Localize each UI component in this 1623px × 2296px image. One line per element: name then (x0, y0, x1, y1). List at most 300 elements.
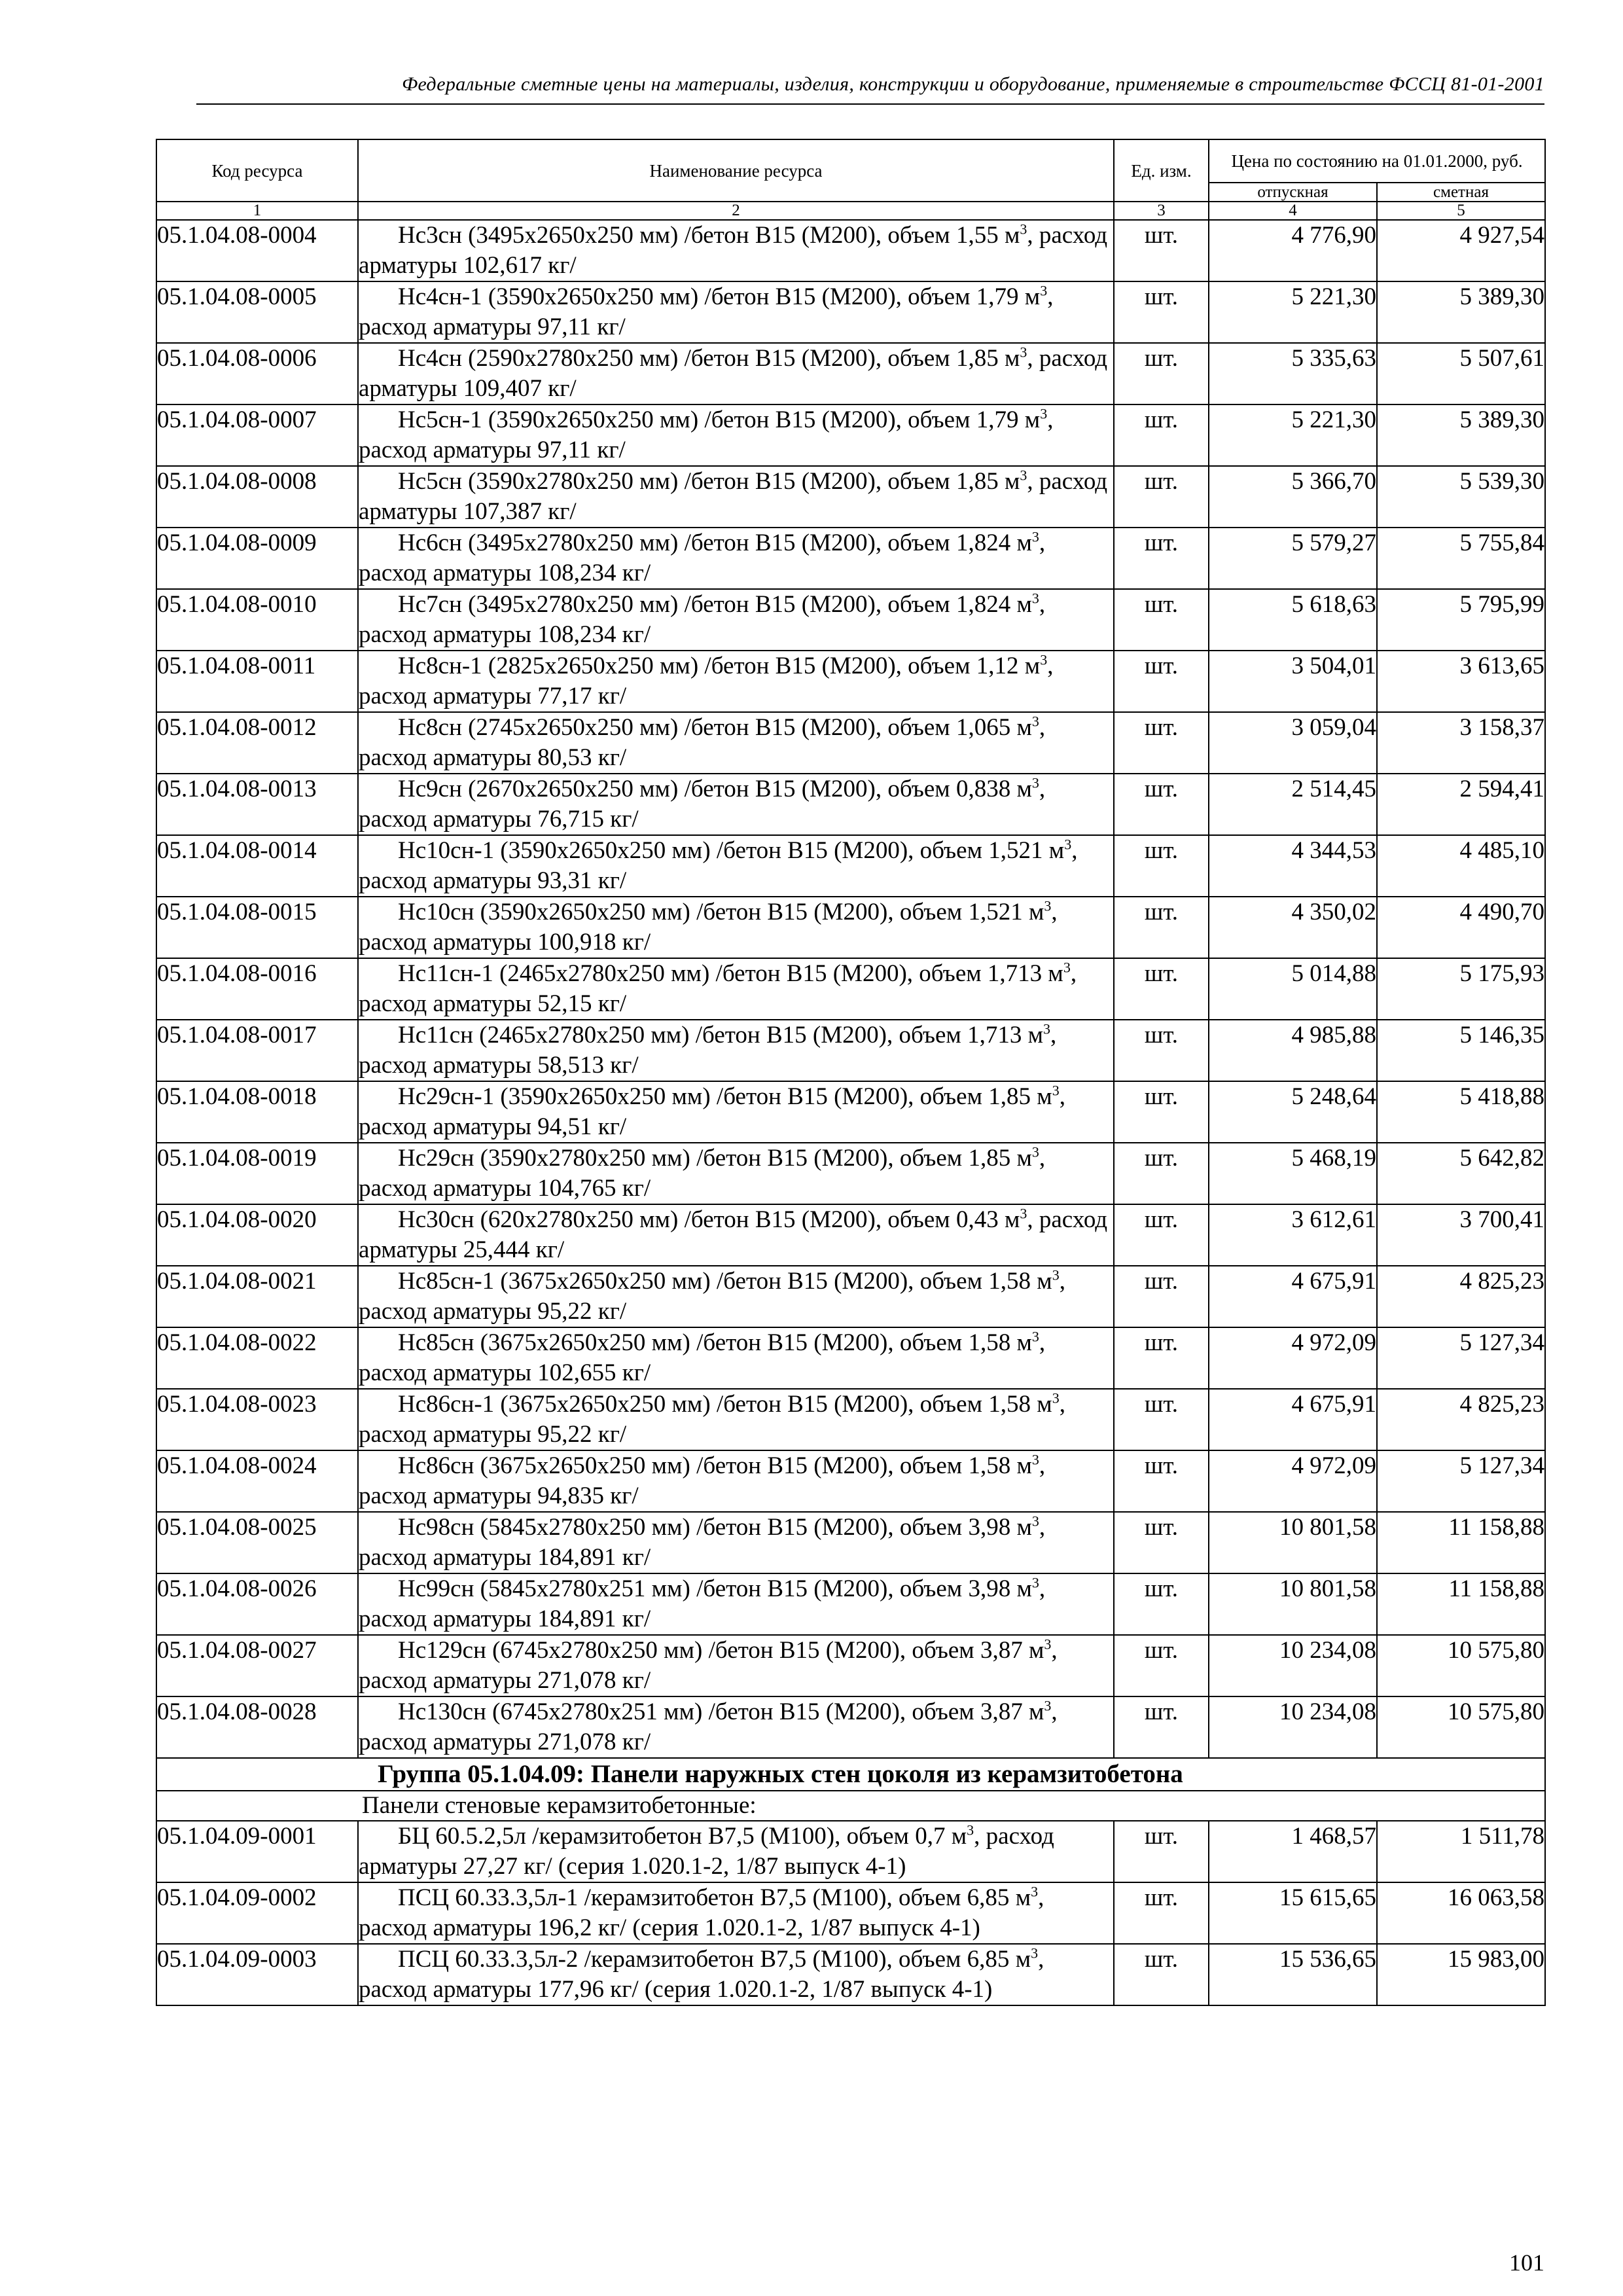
resource-name (358, 1821, 1114, 1882)
resource-name-tail: , расход арматуры 196,2 кг/ (серия 1.020.1-2, 1/87 выпуск 4-1) (359, 1884, 1044, 1941)
table-row (156, 220, 1545, 281)
resource-name (358, 897, 1114, 958)
table-row (156, 651, 1545, 712)
resource-code: 05.1.04.08-0020 (156, 1204, 358, 1266)
resource-name-tail: , расход арматуры 271,078 кг/ (359, 1698, 1058, 1755)
release-price: 4 675,91 (1209, 1266, 1377, 1327)
table-row (156, 1327, 1545, 1389)
unit-base: м (1016, 1452, 1032, 1479)
release-price: 3 504,01 (1209, 651, 1377, 712)
resource-name-tail: , расход арматуры 177,96 кг/ (серия 1.020.1-2, 1/87 выпуск 4-1) (359, 1946, 1044, 2003)
resource-name-text: Нс8сн-1 (2825х2650х250 мм) /бетон В15 (М200), объем 1,12 (398, 653, 1025, 679)
unit-base: м (1016, 1145, 1032, 1172)
unit-superscript: 3 (1052, 1266, 1060, 1283)
resource-name-tail: , расход арматуры 271,078 кг/ (359, 1637, 1058, 1694)
unit-of-measure: шт. (1114, 281, 1209, 343)
estimate-price: 4 825,23 (1377, 1266, 1545, 1327)
unit-superscript: 3 (1020, 221, 1027, 238)
column-number: 1 (156, 202, 358, 220)
resource-code: 05.1.04.08-0016 (156, 958, 358, 1020)
table-row (156, 1450, 1545, 1512)
estimate-price: 5 507,61 (1377, 343, 1545, 404)
unit-base: м (1016, 529, 1032, 556)
unit-base: м (1016, 1575, 1032, 1602)
unit-of-measure: шт. (1114, 1944, 1209, 2005)
unit-superscript: 3 (967, 1821, 974, 1839)
resource-code: 05.1.04.08-0004 (156, 220, 358, 281)
estimate-price: 5 146,35 (1377, 1020, 1545, 1081)
resource-name-text: Нс99сн (5845х2780х251 мм) /бетон В15 (М200), объем 3,98 (398, 1575, 1017, 1602)
resource-name-tail: , расход арматуры 95,22 кг/ (359, 1391, 1065, 1448)
resource-name (358, 958, 1114, 1020)
resource-name-tail: , расход арматуры 77,17 кг/ (359, 653, 1054, 709)
resource-name-text: Нс129сн (6745х2780х250 мм) /бетон В15 (М200), объем 3,87 (398, 1637, 1029, 1664)
release-price: 4 985,88 (1209, 1020, 1377, 1081)
resource-name-tail: , расход арматуры 58,513 кг/ (359, 1022, 1057, 1079)
column-number: 4 (1209, 202, 1377, 220)
table-row (156, 958, 1545, 1020)
resource-name-tail: , расход арматуры 100,918 кг/ (359, 899, 1058, 956)
estimate-price: 11 158,88 (1377, 1573, 1545, 1635)
unit-of-measure: шт. (1114, 1081, 1209, 1143)
column-header-unit: Ед. изм. (1114, 139, 1209, 202)
column-number: 2 (358, 202, 1114, 220)
release-price: 4 350,02 (1209, 897, 1377, 958)
estimate-price: 5 175,93 (1377, 958, 1545, 1020)
release-price: 4 972,09 (1209, 1450, 1377, 1512)
resource-code: 05.1.04.08-0007 (156, 404, 358, 466)
resource-name-text: Нс6сн (3495х2780х250 мм) /бетон В15 (М200), объем 1,824 (398, 529, 1017, 556)
unit-base: м (1037, 1391, 1052, 1418)
unit-superscript: 3 (1031, 528, 1039, 545)
unit-superscript: 3 (1043, 1020, 1050, 1037)
estimate-price: 3 613,65 (1377, 651, 1545, 712)
unit-superscript: 3 (1031, 1513, 1039, 1530)
estimate-price: 5 539,30 (1377, 466, 1545, 528)
table-row (156, 528, 1545, 589)
estimate-price: 4 927,54 (1377, 220, 1545, 281)
resource-name-text: Нс85сн-1 (3675х2650х250 мм) /бетон В15 (М200), объем 1,58 (398, 1268, 1037, 1295)
resource-name (358, 651, 1114, 712)
resource-name (358, 343, 1114, 404)
resource-name-tail: , расход арматуры 97,11 кг/ (359, 283, 1054, 340)
resource-name-text: Нс4сн-1 (3590х2650х250 мм) /бетон В15 (М200), объем 1,79 (398, 283, 1025, 310)
release-price: 15 536,65 (1209, 1944, 1377, 2005)
unit-of-measure: шт. (1114, 1512, 1209, 1573)
resource-name-tail: , расход арматуры 104,765 кг/ (359, 1145, 1046, 1202)
table-row (156, 1204, 1545, 1266)
resource-name-tail: , расход арматуры 94,51 кг/ (359, 1083, 1065, 1140)
unit-superscript: 3 (1031, 1883, 1039, 1900)
release-price: 15 615,65 (1209, 1882, 1377, 1944)
resource-code: 05.1.04.08-0017 (156, 1020, 358, 1081)
resource-code: 05.1.04.08-0025 (156, 1512, 358, 1573)
unit-of-measure: шт. (1114, 1020, 1209, 1081)
release-price: 10 234,08 (1209, 1696, 1377, 1758)
resource-name (358, 1450, 1114, 1512)
unit-base: м (1015, 1946, 1031, 1973)
resource-name (358, 1266, 1114, 1327)
resource-name-text: Нс130сн (6745х2780х251 мм) /бетон В15 (М200), объем 3,87 (398, 1698, 1029, 1725)
release-price: 1 468,57 (1209, 1821, 1377, 1882)
unit-base: м (1024, 283, 1041, 310)
release-price: 4 776,90 (1209, 220, 1377, 281)
unit-superscript: 3 (1031, 774, 1039, 791)
unit-of-measure: шт. (1114, 958, 1209, 1020)
table-row (156, 1944, 1545, 2005)
resource-name (358, 589, 1114, 651)
resource-name (358, 1635, 1114, 1696)
resource-code: 05.1.04.08-0014 (156, 835, 358, 897)
resource-name-tail: , расход арматуры 52,15 кг/ (359, 960, 1077, 1017)
resource-name-text: Нс29сн-1 (3590х2650х250 мм) /бетон В15 (М200), объем 1,85 (398, 1083, 1037, 1110)
unit-of-measure: шт. (1114, 1696, 1209, 1758)
resource-name-text: Нс11сн (2465х2780х250 мм) /бетон В15 (М200), объем 1,713 (398, 1022, 1028, 1049)
table-body-05-1-04-08 (156, 220, 1545, 1758)
estimate-price: 3 700,41 (1377, 1204, 1545, 1266)
release-price: 5 335,63 (1209, 343, 1377, 404)
resource-name (358, 1944, 1114, 2005)
estimate-price: 15 983,00 (1377, 1944, 1545, 2005)
unit-of-measure: шт. (1114, 1389, 1209, 1450)
resource-name-tail: , расход арматуры 108,234 кг/ (359, 591, 1046, 648)
unit-base: м (1048, 960, 1063, 987)
table-row (156, 589, 1545, 651)
page-number: 101 (1509, 2250, 1544, 2276)
resource-name (358, 1081, 1114, 1143)
estimate-price: 4 825,23 (1377, 1389, 1545, 1450)
resource-name-text: Нс5сн-1 (3590х2650х250 мм) /бетон В15 (М200), объем 1,79 (398, 406, 1025, 433)
resource-code: 05.1.04.08-0026 (156, 1573, 358, 1635)
unit-superscript: 3 (1031, 1945, 1039, 1962)
resource-code: 05.1.04.08-0027 (156, 1635, 358, 1696)
resource-code: 05.1.04.08-0022 (156, 1327, 358, 1389)
unit-of-measure: шт. (1114, 1327, 1209, 1389)
resource-name-tail: , расход арматуры 102,617 кг/ (359, 222, 1108, 279)
release-price: 3 059,04 (1209, 712, 1377, 774)
table-row (156, 1081, 1545, 1143)
unit-base: м (1016, 1329, 1032, 1356)
resource-name-tail: , расход арматуры 27,27 кг/ (серия 1.020.1-2, 1/87 выпуск 4-1) (359, 1823, 1054, 1880)
resource-name-tail: , расход арматуры 109,407 кг/ (359, 345, 1108, 402)
table-row (156, 1512, 1545, 1573)
resource-name-tail: , расход арматуры 94,835 кг/ (359, 1452, 1046, 1509)
estimate-price: 5 418,88 (1377, 1081, 1545, 1143)
resource-name (358, 1204, 1114, 1266)
release-price: 5 366,70 (1209, 466, 1377, 528)
table-row (156, 1020, 1545, 1081)
unit-base: м (1024, 406, 1041, 433)
unit-of-measure: шт. (1114, 466, 1209, 528)
estimate-price: 10 575,80 (1377, 1635, 1545, 1696)
resource-name (358, 774, 1114, 835)
resource-code: 05.1.04.08-0018 (156, 1081, 358, 1143)
resource-name-text: Нс3сн (3495х2650х250 мм) /бетон В15 (М200), объем 1,55 (398, 222, 1005, 249)
estimate-price: 5 755,84 (1377, 528, 1545, 589)
release-price: 10 801,58 (1209, 1512, 1377, 1573)
column-number: 3 (1114, 202, 1209, 220)
unit-superscript: 3 (1040, 405, 1048, 422)
resource-code: 05.1.04.08-0021 (156, 1266, 358, 1327)
resource-name-tail: , расход арматуры 93,31 кг/ (359, 837, 1078, 894)
unit-of-measure: шт. (1114, 774, 1209, 835)
resource-name-tail: , расход арматуры 97,11 кг/ (359, 406, 1054, 463)
estimate-price: 3 158,37 (1377, 712, 1545, 774)
resource-name-tail: , расход арматуры 102,655 кг/ (359, 1329, 1046, 1386)
resource-code: 05.1.04.08-0006 (156, 343, 358, 404)
table-row (156, 343, 1545, 404)
table-row (156, 1696, 1545, 1758)
resource-name (358, 1512, 1114, 1573)
unit-of-measure: шт. (1114, 589, 1209, 651)
release-price: 10 801,58 (1209, 1573, 1377, 1635)
estimate-price: 5 795,99 (1377, 589, 1545, 651)
release-price: 5 221,30 (1209, 404, 1377, 466)
estimate-price: 5 127,34 (1377, 1450, 1545, 1512)
unit-of-measure: шт. (1114, 1450, 1209, 1512)
release-price: 5 579,27 (1209, 528, 1377, 589)
table-row (156, 1882, 1545, 1944)
unit-superscript: 3 (1031, 1143, 1039, 1160)
resource-code: 05.1.04.09-0003 (156, 1944, 358, 2005)
resource-code: 05.1.04.08-0011 (156, 651, 358, 712)
table-header (156, 139, 1545, 220)
unit-base: м (1027, 1022, 1043, 1049)
resource-name-text: Нс10сн-1 (3590х2650х250 мм) /бетон В15 (М200), объем 1,521 (398, 837, 1049, 864)
estimate-price: 10 575,80 (1377, 1696, 1545, 1758)
unit-base: м (1028, 1637, 1044, 1664)
column-header-name: Наименование ресурса (358, 139, 1114, 202)
unit-of-measure: шт. (1114, 1882, 1209, 1944)
resource-name-text: Нс30сн (620х2780х250 мм) /бетон В15 (М200), объем 0,43 (398, 1206, 1005, 1233)
resource-name (358, 220, 1114, 281)
release-price: 5 014,88 (1209, 958, 1377, 1020)
unit-of-measure: шт. (1114, 835, 1209, 897)
unit-superscript: 3 (1031, 1574, 1039, 1591)
resource-name-text: ПСЦ 60.33.3,5л-1 /керамзитобетон В7,5 (М100), объем 6,85 (398, 1884, 1016, 1911)
estimate-price: 1 511,78 (1377, 1821, 1545, 1882)
estimate-price: 5 642,82 (1377, 1143, 1545, 1204)
group-subheading: Панели стеновые керамзитобетонные: (358, 1791, 1545, 1821)
resource-code: 05.1.04.08-0023 (156, 1389, 358, 1450)
release-price: 5 618,63 (1209, 589, 1377, 651)
price-table (156, 139, 1546, 2006)
column-header-release-price: отпускная (1209, 183, 1377, 202)
release-price: 5 468,19 (1209, 1143, 1377, 1204)
resource-code: 05.1.04.08-0009 (156, 528, 358, 589)
resource-name-text: Нс85сн (3675х2650х250 мм) /бетон В15 (М200), объем 1,58 (398, 1329, 1017, 1356)
estimate-price: 5 389,30 (1377, 281, 1545, 343)
unit-base: м (1028, 899, 1044, 925)
resource-name-text: Нс86сн-1 (3675х2650х250 мм) /бетон В15 (М200), объем 1,58 (398, 1391, 1037, 1418)
column-header-estimate-price: сметная (1377, 183, 1545, 202)
resource-name-text: Нс9сн (2670х2650х250 мм) /бетон В15 (М200), объем 0,838 (398, 776, 1017, 802)
table-row (156, 1635, 1545, 1696)
unit-superscript: 3 (1031, 590, 1039, 607)
unit-base: м (1028, 1698, 1044, 1725)
resource-code: 05.1.04.08-0015 (156, 897, 358, 958)
unit-of-measure: шт. (1114, 1266, 1209, 1327)
resource-name-tail: , расход арматуры 108,234 кг/ (359, 529, 1046, 586)
unit-base: м (1024, 653, 1041, 679)
resource-name-text: Нс4сн (2590х2780х250 мм) /бетон В15 (М200), объем 1,85 (398, 345, 1005, 372)
unit-of-measure: шт. (1114, 220, 1209, 281)
column-header-price-group: Цена по состоянию на 01.01.2000, руб. (1209, 139, 1545, 183)
table-row (156, 1821, 1545, 1882)
resource-name-tail: , расход арматуры 25,444 кг/ (359, 1206, 1108, 1263)
resource-name-text: ПСЦ 60.33.3,5л-2 /керамзитобетон В7,5 (М100), объем 6,85 (398, 1946, 1016, 1973)
resource-name-text: Нс98сн (5845х2780х250 мм) /бетон В15 (М200), объем 3,98 (398, 1514, 1017, 1541)
estimate-price: 4 485,10 (1377, 835, 1545, 897)
estimate-price: 5 127,34 (1377, 1327, 1545, 1389)
resource-code: 05.1.04.08-0024 (156, 1450, 358, 1512)
resource-code: 05.1.04.08-0012 (156, 712, 358, 774)
unit-superscript: 3 (1031, 713, 1039, 730)
resource-name (358, 528, 1114, 589)
release-price: 10 234,08 (1209, 1635, 1377, 1696)
column-header-code: Код ресурса (156, 139, 358, 202)
unit-of-measure: шт. (1114, 1204, 1209, 1266)
column-numbers-row (156, 202, 1545, 220)
table-row (156, 774, 1545, 835)
unit-base: м (1016, 591, 1032, 618)
release-price: 4 972,09 (1209, 1327, 1377, 1389)
unit-of-measure: шт. (1114, 1635, 1209, 1696)
release-price: 3 612,61 (1209, 1204, 1377, 1266)
document-header-title: Федеральные сметные цены на материалы, изделия, конструкции и оборудование, применяемые в строительстве ФССЦ 81-01-2001 (402, 73, 1544, 95)
unit-superscript: 3 (1063, 959, 1071, 976)
resource-name-tail: , расход арматуры 95,22 кг/ (359, 1268, 1065, 1325)
unit-of-measure: шт. (1114, 528, 1209, 589)
resource-code: 05.1.04.09-0002 (156, 1882, 358, 1944)
resource-code: 05.1.04.08-0019 (156, 1143, 358, 1204)
resource-name-text: Нс5сн (3590х2780х250 мм) /бетон В15 (М200), объем 1,85 (398, 468, 1005, 495)
resource-name-text: Нс7сн (3495х2780х250 мм) /бетон В15 (М200), объем 1,824 (398, 591, 1017, 618)
resource-code: 05.1.04.08-0008 (156, 466, 358, 528)
resource-code: 05.1.04.09-0001 (156, 1821, 358, 1882)
unit-base: м (1048, 837, 1065, 864)
group-title: Группа 05.1.04.09: Панели наружных стен цоколя из керамзитобетона (358, 1758, 1545, 1791)
resource-name-text: Нс86сн (3675х2650х250 мм) /бетон В15 (М200), объем 1,58 (398, 1452, 1017, 1479)
release-price: 5 221,30 (1209, 281, 1377, 343)
resource-name-text: Нс10сн (3590х2650х250 мм) /бетон В15 (М200), объем 1,521 (398, 899, 1029, 925)
unit-base: м (1004, 1206, 1020, 1233)
unit-superscript: 3 (1044, 897, 1052, 914)
resource-name (358, 1389, 1114, 1450)
table-row (156, 404, 1545, 466)
unit-superscript: 3 (1044, 1697, 1052, 1714)
table-row (156, 897, 1545, 958)
table-row (156, 1573, 1545, 1635)
resource-code: 05.1.04.08-0010 (156, 589, 358, 651)
unit-of-measure: шт. (1114, 1821, 1209, 1882)
resource-name (358, 712, 1114, 774)
column-number: 5 (1377, 202, 1545, 220)
release-price: 4 675,91 (1209, 1389, 1377, 1450)
unit-superscript: 3 (1064, 836, 1072, 853)
estimate-price: 2 594,41 (1377, 774, 1545, 835)
resource-name (358, 1882, 1114, 1944)
group-section-05-1-04-09 (156, 1758, 1545, 1821)
unit-superscript: 3 (1052, 1082, 1060, 1099)
header-rule (196, 103, 1544, 105)
table-row (156, 466, 1545, 528)
resource-name-tail: , расход арматуры 80,53 кг/ (359, 714, 1046, 771)
resource-name (358, 1143, 1114, 1204)
resource-code: 05.1.04.08-0028 (156, 1696, 358, 1758)
unit-superscript: 3 (1040, 651, 1048, 668)
table-row (156, 1266, 1545, 1327)
unit-base: м (1004, 222, 1020, 249)
table-row (156, 1389, 1545, 1450)
table-row (156, 712, 1545, 774)
unit-superscript: 3 (1044, 1636, 1052, 1653)
unit-of-measure: шт. (1114, 404, 1209, 466)
release-price: 2 514,45 (1209, 774, 1377, 835)
table-row (156, 281, 1545, 343)
resource-name-tail: , расход арматуры 184,891 кг/ (359, 1575, 1046, 1632)
unit-base: м (951, 1823, 967, 1850)
unit-superscript: 3 (1020, 344, 1027, 361)
resource-name (358, 1020, 1114, 1081)
resource-name (358, 835, 1114, 897)
release-price: 5 248,64 (1209, 1081, 1377, 1143)
resource-name (358, 466, 1114, 528)
estimate-price: 16 063,58 (1377, 1882, 1545, 1944)
unit-of-measure: шт. (1114, 897, 1209, 958)
unit-superscript: 3 (1031, 1328, 1039, 1345)
unit-base: м (1016, 776, 1032, 802)
unit-base: м (1004, 345, 1020, 372)
resource-name-tail: , расход арматуры 107,387 кг/ (359, 468, 1108, 525)
unit-of-measure: шт. (1114, 1143, 1209, 1204)
table-row (156, 1143, 1545, 1204)
unit-superscript: 3 (1020, 1205, 1027, 1222)
resource-name-text: БЦ 60.5.2,5л /керамзитобетон В7,5 (М100), объем 0,7 (398, 1823, 952, 1850)
unit-base: м (1016, 1514, 1032, 1541)
unit-base: м (1004, 468, 1020, 495)
unit-of-measure: шт. (1114, 1573, 1209, 1635)
resource-code: 05.1.04.08-0013 (156, 774, 358, 835)
resource-name (358, 404, 1114, 466)
unit-superscript: 3 (1040, 282, 1048, 299)
unit-superscript: 3 (1052, 1390, 1060, 1407)
unit-base: м (1037, 1268, 1052, 1295)
resource-name-tail: , расход арматуры 76,715 кг/ (359, 776, 1046, 833)
unit-of-measure: шт. (1114, 343, 1209, 404)
resource-code: 05.1.04.08-0005 (156, 281, 358, 343)
resource-name-text: Нс11сн-1 (2465х2780х250 мм) /бетон В15 (М200), объем 1,713 (398, 960, 1048, 987)
table-row (156, 835, 1545, 897)
resource-name-tail: , расход арматуры 184,891 кг/ (359, 1514, 1046, 1571)
resource-name-text: Нс29сн (3590х2780х250 мм) /бетон В15 (М200), объем 1,85 (398, 1145, 1017, 1172)
resource-name (358, 1327, 1114, 1389)
resource-name (358, 1696, 1114, 1758)
estimate-price: 4 490,70 (1377, 897, 1545, 958)
resource-name (358, 1573, 1114, 1635)
release-price: 4 344,53 (1209, 835, 1377, 897)
unit-base: м (1016, 714, 1032, 741)
unit-superscript: 3 (1020, 467, 1027, 484)
resource-name-text: Нс8сн (2745х2650х250 мм) /бетон В15 (М200), объем 1,065 (398, 714, 1017, 741)
estimate-price: 5 389,30 (1377, 404, 1545, 466)
unit-base: м (1015, 1884, 1031, 1911)
resource-name (358, 281, 1114, 343)
unit-base: м (1037, 1083, 1052, 1110)
unit-of-measure: шт. (1114, 651, 1209, 712)
unit-superscript: 3 (1031, 1451, 1039, 1468)
table-body-05-1-04-09 (156, 1821, 1545, 2005)
